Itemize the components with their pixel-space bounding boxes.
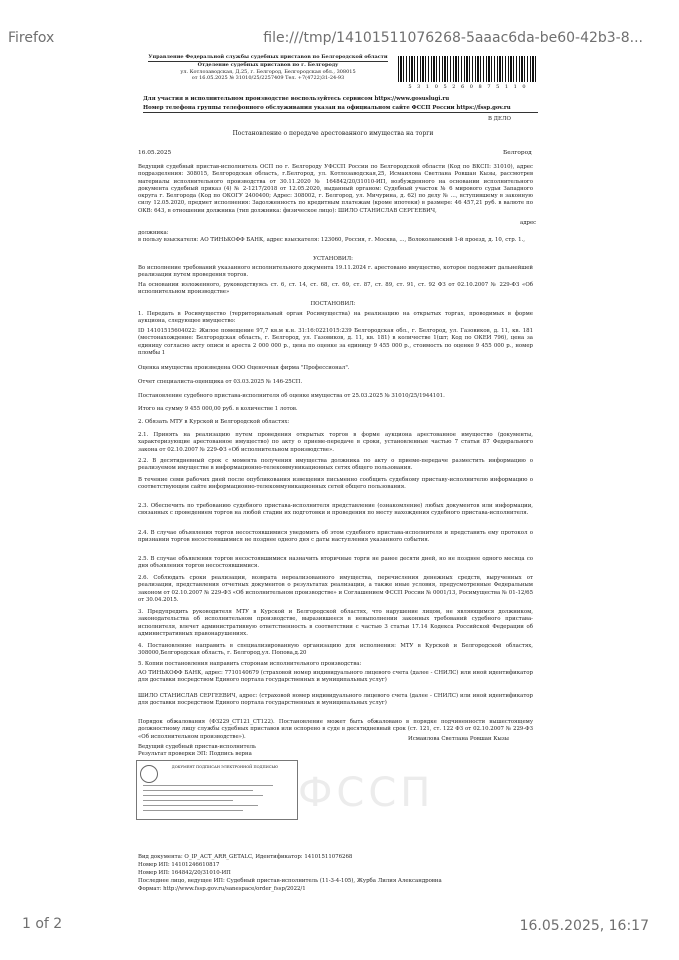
org-name: Управление Федеральной службы судебных приставов по Белгородской области <box>148 54 388 60</box>
document-ref: от 16.05.2025 № 31010/25/2257409 Тел. +7(4722)31-24-93 <box>191 75 345 82</box>
stamp-title: ДОКУМЕНТ ПОДПИСАН ЭЛЕКТРОННОЙ ПОДПИСЬЮ <box>171 765 279 769</box>
hotline-note: Номер телефона группы телефонного обслуживания указан на официальном сайте ФССП России https://fssp.gov.ru <box>143 105 538 113</box>
property-description: ID 14101515604022: Жилое помещение 97,7 кв.м к.н. 31:16:0221015:239 Белгородская обл., г. Белгород, ул. Газовиков, д. 11, кв. 181 (местонахождение: Белгородская область, г. Белгород, ул. Газовиков, д. 11, кв. 181) в количестве 1(шт; Код по ОКЕИ 796), цена за единицу согласно акту описи и ареста 2 000 000 р., цена по оценке за единицу 9 455 000 р., стоимость по оценке 9 455 000 р., номер пломбы 1 <box>138 328 533 356</box>
participation-note: Для участия в исполнительном производстве воспользуйтесь сервисом https://www.gosuslugi.ru <box>143 96 450 102</box>
decree-item-1: 1. Передать в Росимущество (территориальный орган Росимущества) на реализацию на открытых торгах, проводимых в форме аукциона, следующее имущество: <box>138 311 533 325</box>
electronic-signature-stamp <box>136 760 298 820</box>
decree-item-2-5: 2.5. В случае объявления торгов несостоявшимися назначить вторичные торги не ранее десяти дней, но не позднее одного месяца со дня объявления торгов несостоявшимися. <box>138 556 533 570</box>
stamp-detail-line <box>143 795 263 796</box>
decree-item-3: 3. Предупредить руководителя МТУ в Курской и Белгородской областях, что нарушение лицом, не являющимся должником, законодательства об исполнительном производстве, выразившееся в невыполнении законных требований судебного пристава-исполнителя, влечет административную ответственность в соответствии с частью 3 статьи 17.14 Кодекса Российской Федерации об административных правонарушениях. <box>138 609 533 637</box>
footer-format: Формат: http://www.fssp.gov.ru/sanespace/order_fssp/2022/1 <box>138 886 306 892</box>
address-bar-url[interactable]: file:///tmp/14101511076268-5aaac6da-be60-42b3-8... <box>263 30 643 46</box>
decree-item-2: 2. Обязать МТУ в Курской и Белгородской областях: <box>138 419 290 425</box>
decree-item-4: 4. Постановление направить в специализированную организацию для исполнения: МТУ в Курской и Белгородской областях, 308000,Белгородская область, г. Белгород,ул. Попова,д.20 <box>138 643 533 657</box>
to-file-mark: В ДЕЛО <box>488 116 511 122</box>
appraiser-line: Оценка имущества произведена ООО Оценочная фирма "Профессионал". <box>138 365 350 371</box>
department-name: Отделение судебных приставов по г. Белгороду <box>197 61 339 68</box>
browser-window-title: Firefox <box>8 30 55 46</box>
signer-name: Исмаилова Светлана Ровшан Кызы <box>408 736 509 742</box>
established-heading: УСТАНОВИЛ: <box>313 256 353 262</box>
total-line: Итого на сумму 9 455 000,00 руб. в количестве 1 лотов. <box>138 406 298 412</box>
address-label: адрес <box>520 220 537 226</box>
decree-item-2-2b: В течение семи рабочих дней после опубликования извещения письменно сообщить судебному приставу-исполнителю информацию о соответствующем сайте информационно-телекоммуникационных сетей общего пользования. <box>138 477 533 491</box>
stamp-detail-line <box>143 800 233 801</box>
decree-item-5: 5. Копии постановления направить сторонам исполнительного производства: <box>138 661 362 667</box>
signer-position: Ведущий судебный пристав-исполнитель <box>138 744 256 750</box>
report-line: Отчет специалиста-оценщика от 03.03.2025 № 146-25СП. <box>138 379 303 385</box>
footer-doc-type: Вид документа: О_IP_ACT_ARR_GETALC, Идентификатор: 14101511076268 <box>138 854 353 860</box>
print-timestamp: 16.05.2025, 16:17 <box>519 918 649 934</box>
emblem-icon <box>140 765 158 783</box>
intro-paragraph: Ведущий судебный пристав-исполнитель ОСП по г. Белгороду УФССП России по Белгородской области (Код по ВКСП: 31010), адрес подразделения: 308015, Белгородская область, г.Белгород, ул. Котлозаводская,25, Исмаилова Светлана Ровшан Кызы, рассмотрев материалы исполнительного производства от 30.11.2020 № 164842/20/31010-ИП, возбужденного на основании исполнительного документа судебный приказ (4) № 2-1217/2018 от 12.05.2020, выданный органом: Судебный участок № 6 мирового судьи Западного округа г. Белгорода (Код по ОКОГУ 2400400; Адрес: 308002, г. Белгород, ул. Мичурина, д. 62) по делу № ..., вступившему в законную силу 12.05.2020, предмет исполнения: Задолженность по кредитным платежам (кроме ипотеки) в размере: 46 457,21 руб. в валюте по ОКВ: 643, в отношении должника (тип должника: физическое лицо): ШИЛО СТАНИСЛАВ СЕРГЕЕВИЧ, <box>138 164 533 214</box>
watermark: ФССП <box>298 770 435 816</box>
decree-item-2-1: 2.1. Принять на реализацию путем проведения открытых торгов в форме аукциона арестованное имущество (документы, характеризующие арестованное имущество) по акту о приеме-передаче в сроки, установленные частью 7 статьи 87 Федерального закона от 02.10.2007 № 229-ФЗ «Об исполнительном производстве». <box>138 432 533 453</box>
document-title: Постановление о передаче арестованного имущества на торги <box>232 130 434 137</box>
decree-item-2-6: 2.6. Соблюдать сроки реализации, возврата нереализованного имущества, перечисления денежных средств, вырученных от реализации, представления отчетных документов о результатах реализации, а также иные условия, предусмотренные Федеральным законом от 02.10.2007 № 229-ФЗ «Об исполнительном производстве» и Соглашением ФССП России № 0001/13, Росимущества № 01-12/65 от 30.04.2015. <box>138 575 533 603</box>
copy-recipient-2: ШИЛО СТАНИСЛАВ СЕРГЕЕВИЧ, адрес: (страховой номер индивидуального лицевого счета (далее - СНИЛС) или иной идентификатор для доставки посредством Единого портала государственных и муниципальных услуг) <box>138 693 533 707</box>
estimate-decree-line: Постановление судебного пристава-исполнителя об оценке имущества от 25.03.2025 № 31010/25/1944101. <box>138 393 445 399</box>
basis-text: На основании изложенного, руководствуясь ст. 6, ст. 14, ст. 68, ст. 69, ст. 87, ст. 89, ст. 91, ст. 92 ФЗ от 02.10.2007 № 229-ФЗ «Об исполнительном производстве» <box>138 282 533 296</box>
letterhead <box>148 54 388 82</box>
department-address: ул. Котлозаводская, Д.25, г. Белгород, Белгородская обл., 308015 <box>180 68 356 75</box>
document-date: 16.05.2025 <box>138 150 172 156</box>
appeal-procedure: Порядок обжалования (ФЗ229_СТ121_СТ122). Постановление может быть обжаловано в порядке подчиненности вышестоящему должностному лицу службы судебных приставов или оспорено в суде в десятидневный срок (ст. 121, ст. 122 ФЗ от 02.10.2007 № 229-ФЗ «Об исполнительном производстве»). <box>138 719 533 740</box>
decree-item-2-3: 2.3. Обеспечить по требованию судебного пристава-исполнителя представление (ознакомление) любых документов или информации, связанных с проведением торгов на любой стадии их подготовки и проведения по месту нахождения судебного пристава-исполнителя. <box>138 503 533 517</box>
stamp-detail-line <box>143 805 258 806</box>
footer-ip-number: Номер ИП: 14101246610817 <box>138 862 220 868</box>
stamp-detail-line <box>143 790 253 791</box>
decree-heading: ПОСТАНОВИЛ: <box>310 301 356 307</box>
signature-verification: Результат проверки ЭП: Подпись верна <box>138 751 252 757</box>
creditor-line: в пользу взыскателя: АО ТИНЬКОФФ БАНК, адрес взыскателя: 123060, Россия, г. Москва, ..., Волоколамский 1-й проезд, д. 10, стр. 1., <box>138 237 525 243</box>
decree-item-2-4: 2.4. В случае объявления торгов несостоявшимися уведомить об этом судебного пристава-исполнителя и представить ему протокол о признании торгов несостоявшимися не позднее одного дня с даты наступления указанного события. <box>138 530 533 544</box>
footer-prepared-by: Последнее лицо, ведущее ИП: Судебный пристав-исполнитель (11-3-4-105), Журба Лилия Александровна <box>138 878 442 884</box>
debtor-label: должника: <box>138 230 169 236</box>
document-page <box>128 54 538 904</box>
footer-ip-number-2: Номер ИП: 164842/20/31010-ИП <box>138 870 231 876</box>
page-counter: 1 of 2 <box>22 916 63 932</box>
stamp-detail-line <box>143 810 243 811</box>
document-city: Белгород <box>503 150 532 156</box>
barcode-number: 5 3 1 0 5 2 6 0 8 7 5 1 1 0 <box>408 84 528 90</box>
decree-item-2-2: 2.2. В десятидневный срок с момента получения имущества должника по акту о приеме-передаче разместить информацию о реализуемом имуществе в информационно-телекоммуникационных сетях общего пользования. <box>138 458 533 472</box>
copy-recipient-1: АО ТИНЬКОФФ БАНК, адрес: 7710140679 (страховой номер индивидуального лицевого счета (далее - СНИЛС) или иной идентификатор для доставки посредством Единого портала государственных и муниципальных услуг) <box>138 670 533 684</box>
stamp-detail-line <box>143 785 273 786</box>
barcode <box>398 56 538 82</box>
established-text: Во исполнение требований указанного исполнительного документа 19.11.2024 г. арестовано имущество, которое подлежит дальнейшей реализации путем проведения торгов. <box>138 265 533 279</box>
